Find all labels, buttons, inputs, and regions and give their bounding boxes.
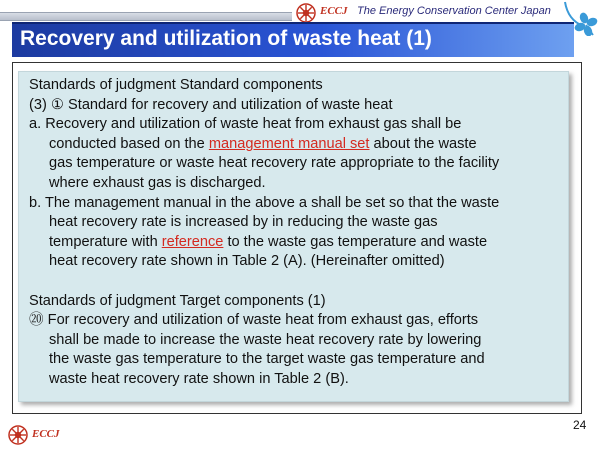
content-text — [29, 76, 563, 390]
section1-subheading: (3) ① Standard for recovery and utilization of waste heat — [29, 96, 393, 113]
item-a-line3: gas temperature or waste heat recovery rate appropriate to the facility — [49, 155, 500, 172]
item-b-line3-pre: temperature with — [49, 233, 162, 250]
content-box — [18, 71, 569, 402]
item-b-line3-post: to the waste gas temperature and waste — [223, 233, 488, 250]
footer-org-short-name: ECCJ — [32, 428, 60, 440]
item-20-line1: ⑳ For recovery and utilization of waste heat from exhaust gas, efforts — [29, 312, 479, 329]
spacer — [29, 272, 563, 292]
item-20-line4: waste heat recovery rate shown in Table 2 (B). — [49, 370, 349, 387]
section1-heading: Standards of judgment Standard components — [29, 77, 323, 93]
page-number: 24 — [573, 418, 587, 432]
org-full-name: The Energy Conservation Center Japan — [357, 5, 551, 17]
org-short-name: ECCJ — [320, 5, 348, 17]
reference-link[interactable]: reference — [161, 233, 224, 250]
item-a-line2-post: about the waste — [369, 135, 477, 152]
item-a-line1: a. Recovery and utilization of waste heat from exhaust gas shall be — [29, 116, 462, 133]
slide-title: Recovery and utilization of waste heat (1) — [20, 27, 432, 50]
item-20-line3: the waste gas temperature to the target waste gas temperature and — [49, 351, 485, 368]
item-b-line4: heat recovery rate shown in Table 2 (A). (Hereinafter omitted) — [49, 253, 445, 270]
item-20-line2: shall be made to increase the waste heat recovery rate by lowering — [49, 331, 482, 348]
header-rule — [0, 12, 292, 21]
management-manual-link[interactable]: management manual set — [208, 135, 370, 152]
item-a-line2-pre: conducted based on the — [49, 135, 209, 152]
item-b-line1: b. The management manual in the above a shall be set so that the waste — [29, 194, 500, 211]
eccj-logo-icon — [8, 425, 28, 445]
item-b-line2: heat recovery rate is increased by in reducing the waste gas — [49, 214, 438, 231]
title-bar — [12, 22, 574, 57]
item-a-line2 — [29, 135, 563, 155]
eccj-logo-icon — [296, 3, 316, 23]
section2-heading: Standards of judgment Target components (1) — [29, 292, 326, 309]
item-b-line3 — [29, 233, 563, 253]
item-a-line4: where exhaust gas is discharged. — [49, 174, 266, 191]
